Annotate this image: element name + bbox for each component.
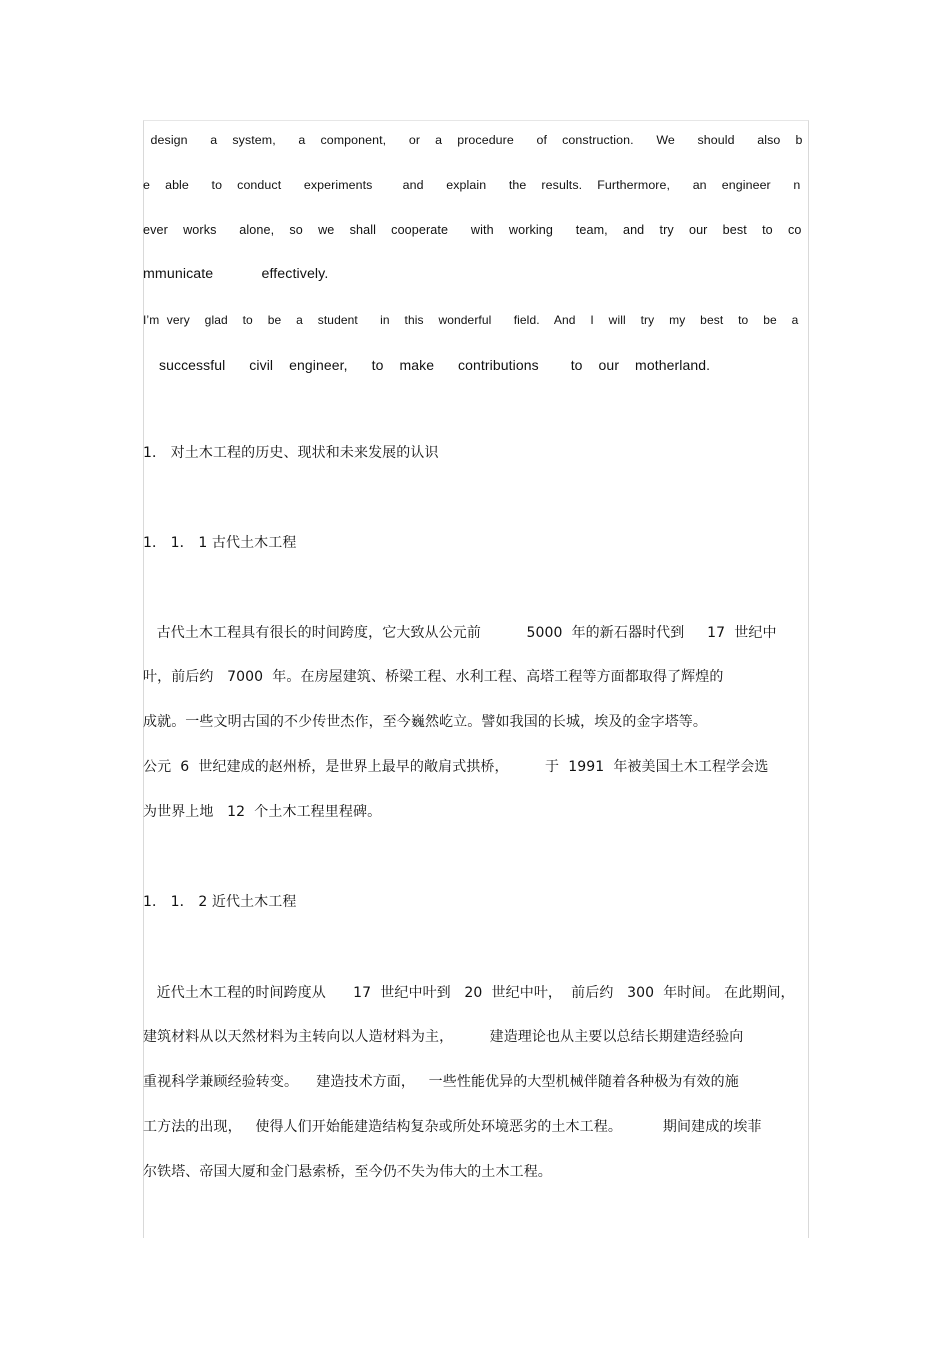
- modern-paragraph-line-5: 尔铁塔、帝国大厦和金门悬索桥，至今仍不失为伟大的土木工程。: [143, 1164, 552, 1180]
- modern-paragraph-line-1: 近代土木工程的时间跨度从 17 世纪中叶到 20 世纪中叶， 前后约 300 年时间。 在此期间，: [143, 985, 795, 1001]
- section-1-1-1-heading: 1． 1． 1 古代土木工程: [143, 535, 297, 551]
- section-1-heading: 1． 对土木工程的历史、现状和未来发展的认识: [143, 445, 439, 461]
- ancient-paragraph-line-5: 为世界上地 12 个土木工程里程碑。: [143, 804, 382, 820]
- ancient-paragraph-line-4: 公元 6 世纪建成的赵州桥，是世界上最早的敞肩式拱桥， 于 1991 年被美国土木工程学会选: [143, 759, 769, 775]
- english-line-4: mmunicate effectively.: [143, 266, 329, 282]
- ancient-paragraph-line-3: 成就。一些文明古国的不少传世杰作，至今巍然屹立。譬如我国的长城，埃及的金字塔等。: [143, 714, 707, 730]
- modern-paragraph-line-2: 建筑材料从以天然材料为主转向以人造材料为主， 建造理论也从主要以总结长期建造经验向: [143, 1029, 744, 1045]
- modern-paragraph-line-4: 工方法的出现， 使得人们开始能建造结构复杂或所处环境恶劣的土木工程。 期间建成的埃菲: [143, 1119, 762, 1135]
- section-1-1-2-heading: 1． 1． 2 近代土木工程: [143, 894, 297, 910]
- english-line-3: ever works alone, so we shall cooperate with working team, and try our best to co: [143, 223, 802, 237]
- english-line-2: e able to conduct experiments and explain the results. Furthermore, an engineer n: [143, 178, 801, 192]
- english-line-1: design a system, a component, or a procedure of construction. We should also b: [143, 133, 803, 147]
- ancient-paragraph-line-2: 叶，前后约 7000 年。在房屋建筑、桥梁工程、水利工程、高塔工程等方面都取得了辉煌的: [143, 669, 724, 685]
- modern-paragraph-line-3: 重视科学兼顾经验转变。 建造技术方面， 一些性能优异的大型机械伴随着各种极为有效的施: [143, 1074, 739, 1090]
- ancient-paragraph-line-1: 古代土木工程具有很长的时间跨度，它大致从公元前 5000 年的新石器时代到 17 世纪中: [143, 625, 777, 641]
- english-line-6: successful civil engineer, to make contributions to our motherland.: [143, 357, 711, 373]
- english-line-5: I’m very glad to be a student in this wonderful field. And I will try my best to be a: [143, 313, 799, 327]
